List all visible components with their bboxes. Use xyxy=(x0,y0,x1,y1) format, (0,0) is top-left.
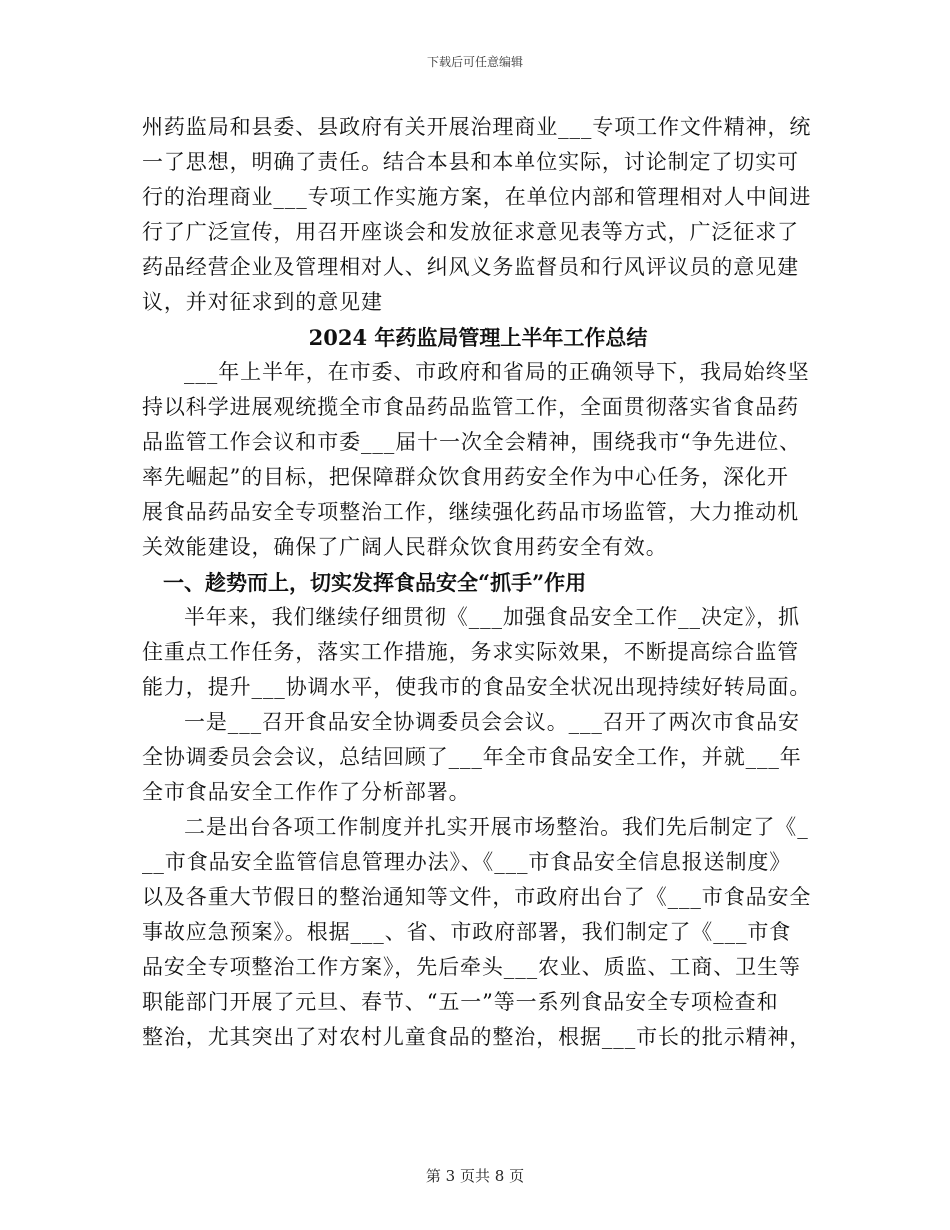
paragraph-line: 职能部门开展了元旦、春节、“五一”等一系列食品安全专项检查和 xyxy=(142,990,779,1014)
paragraph-line: 事故应急预案》。根据___、省、市政府部署，我们制定了《___市食 xyxy=(142,920,792,944)
paragraph-line: 展食品药品安全专项整治工作，继续强化药品市场监管，大力推动机 xyxy=(142,500,799,524)
paragraph-line: 品监管工作会议和市委___届十一次全会精神，围绕我市“争先进位、 xyxy=(142,430,802,454)
paragraph-line: 半年来，我们继续仔细贯彻《___加强食品安全工作__决定》，抓 xyxy=(184,605,800,629)
intro-line: 行的治理商业___专项工作实施方案，在单位内部和管理相对人中间进 xyxy=(142,185,812,209)
paragraph-line: __市食品安全监管信息管理办法》、《___市食品安全信息报送制度》 xyxy=(142,850,792,874)
page-header: 下载后可任意编辑 xyxy=(426,55,523,69)
paragraph-line: 关效能建设，确保了广阔人民群众饮食用药安全有效。 xyxy=(142,535,668,559)
intro-line: 议，并对征求到的意见建 xyxy=(142,290,383,314)
paragraph-line: 品安全专项整治工作方案》，先后牵头___农业、质监、工商、卫生等 xyxy=(142,955,801,979)
document-body xyxy=(142,110,814,1055)
document-title: 2024 年药监局管理上半年工作总结 xyxy=(308,325,648,350)
intro-line: 一了思想，明确了责任。结合本县和本单位实际，讨论制定了切实可 xyxy=(142,150,799,174)
paragraph-line: 整治，尤其突出了对农村儿童食品的整治，根据___市长的批示精神， xyxy=(142,1025,812,1049)
paragraph-line: 以及各重大节假日的整治通知等文件，市政府出台了《___市食品安全 xyxy=(142,885,812,909)
paragraph-line: 率先崛起”的目标，把保障群众饮食用药安全作为中心任务，深化开 xyxy=(142,465,789,489)
paragraph-line: 二是出台各项工作制度并扎实开展市场整治。我们先后制定了《_ xyxy=(184,815,809,839)
intro-line: 药品经营企业及管理相对人、纠风义务监督员和行风评议员的意见建 xyxy=(142,255,799,279)
paragraph-line: 持以科学进展观统揽全市食品药品监管工作，全面贯彻落实省食品药 xyxy=(142,395,799,419)
paragraph-line: 住重点工作任务，落实工作措施，务求实际效果，不断提高综合监管 xyxy=(142,640,799,664)
paragraph-line: 全市食品安全工作作了分析部署。 xyxy=(142,780,471,804)
page-footer: 第 3 页共 8 页 xyxy=(425,1167,525,1185)
paragraph-line: 全协调委员会会议，总结回顾了___年全市食品安全工作，并就___年 xyxy=(142,745,802,769)
section-heading: 一、趁势而上，切实发挥食品安全“抓手”作用 xyxy=(163,570,587,595)
paragraph-line: ___年上半年，在市委、市政府和省局的正确领导下，我局始终坚 xyxy=(184,360,810,384)
paragraph-line: 一是___召开食品安全协调委员会会议。___召开了两次市食品安 xyxy=(184,710,800,734)
paragraph-line: 能力，提升___协调水平，使我市的食品安全状况出现持续好转局面。 xyxy=(142,675,812,699)
intro-line: 州药监局和县委、县政府有关开展治理商业___专项工作文件精神，统 xyxy=(142,115,812,139)
intro-line: 行了广泛宣传，用召开座谈会和发放征求意见表等方式，广泛征求了 xyxy=(142,220,799,244)
